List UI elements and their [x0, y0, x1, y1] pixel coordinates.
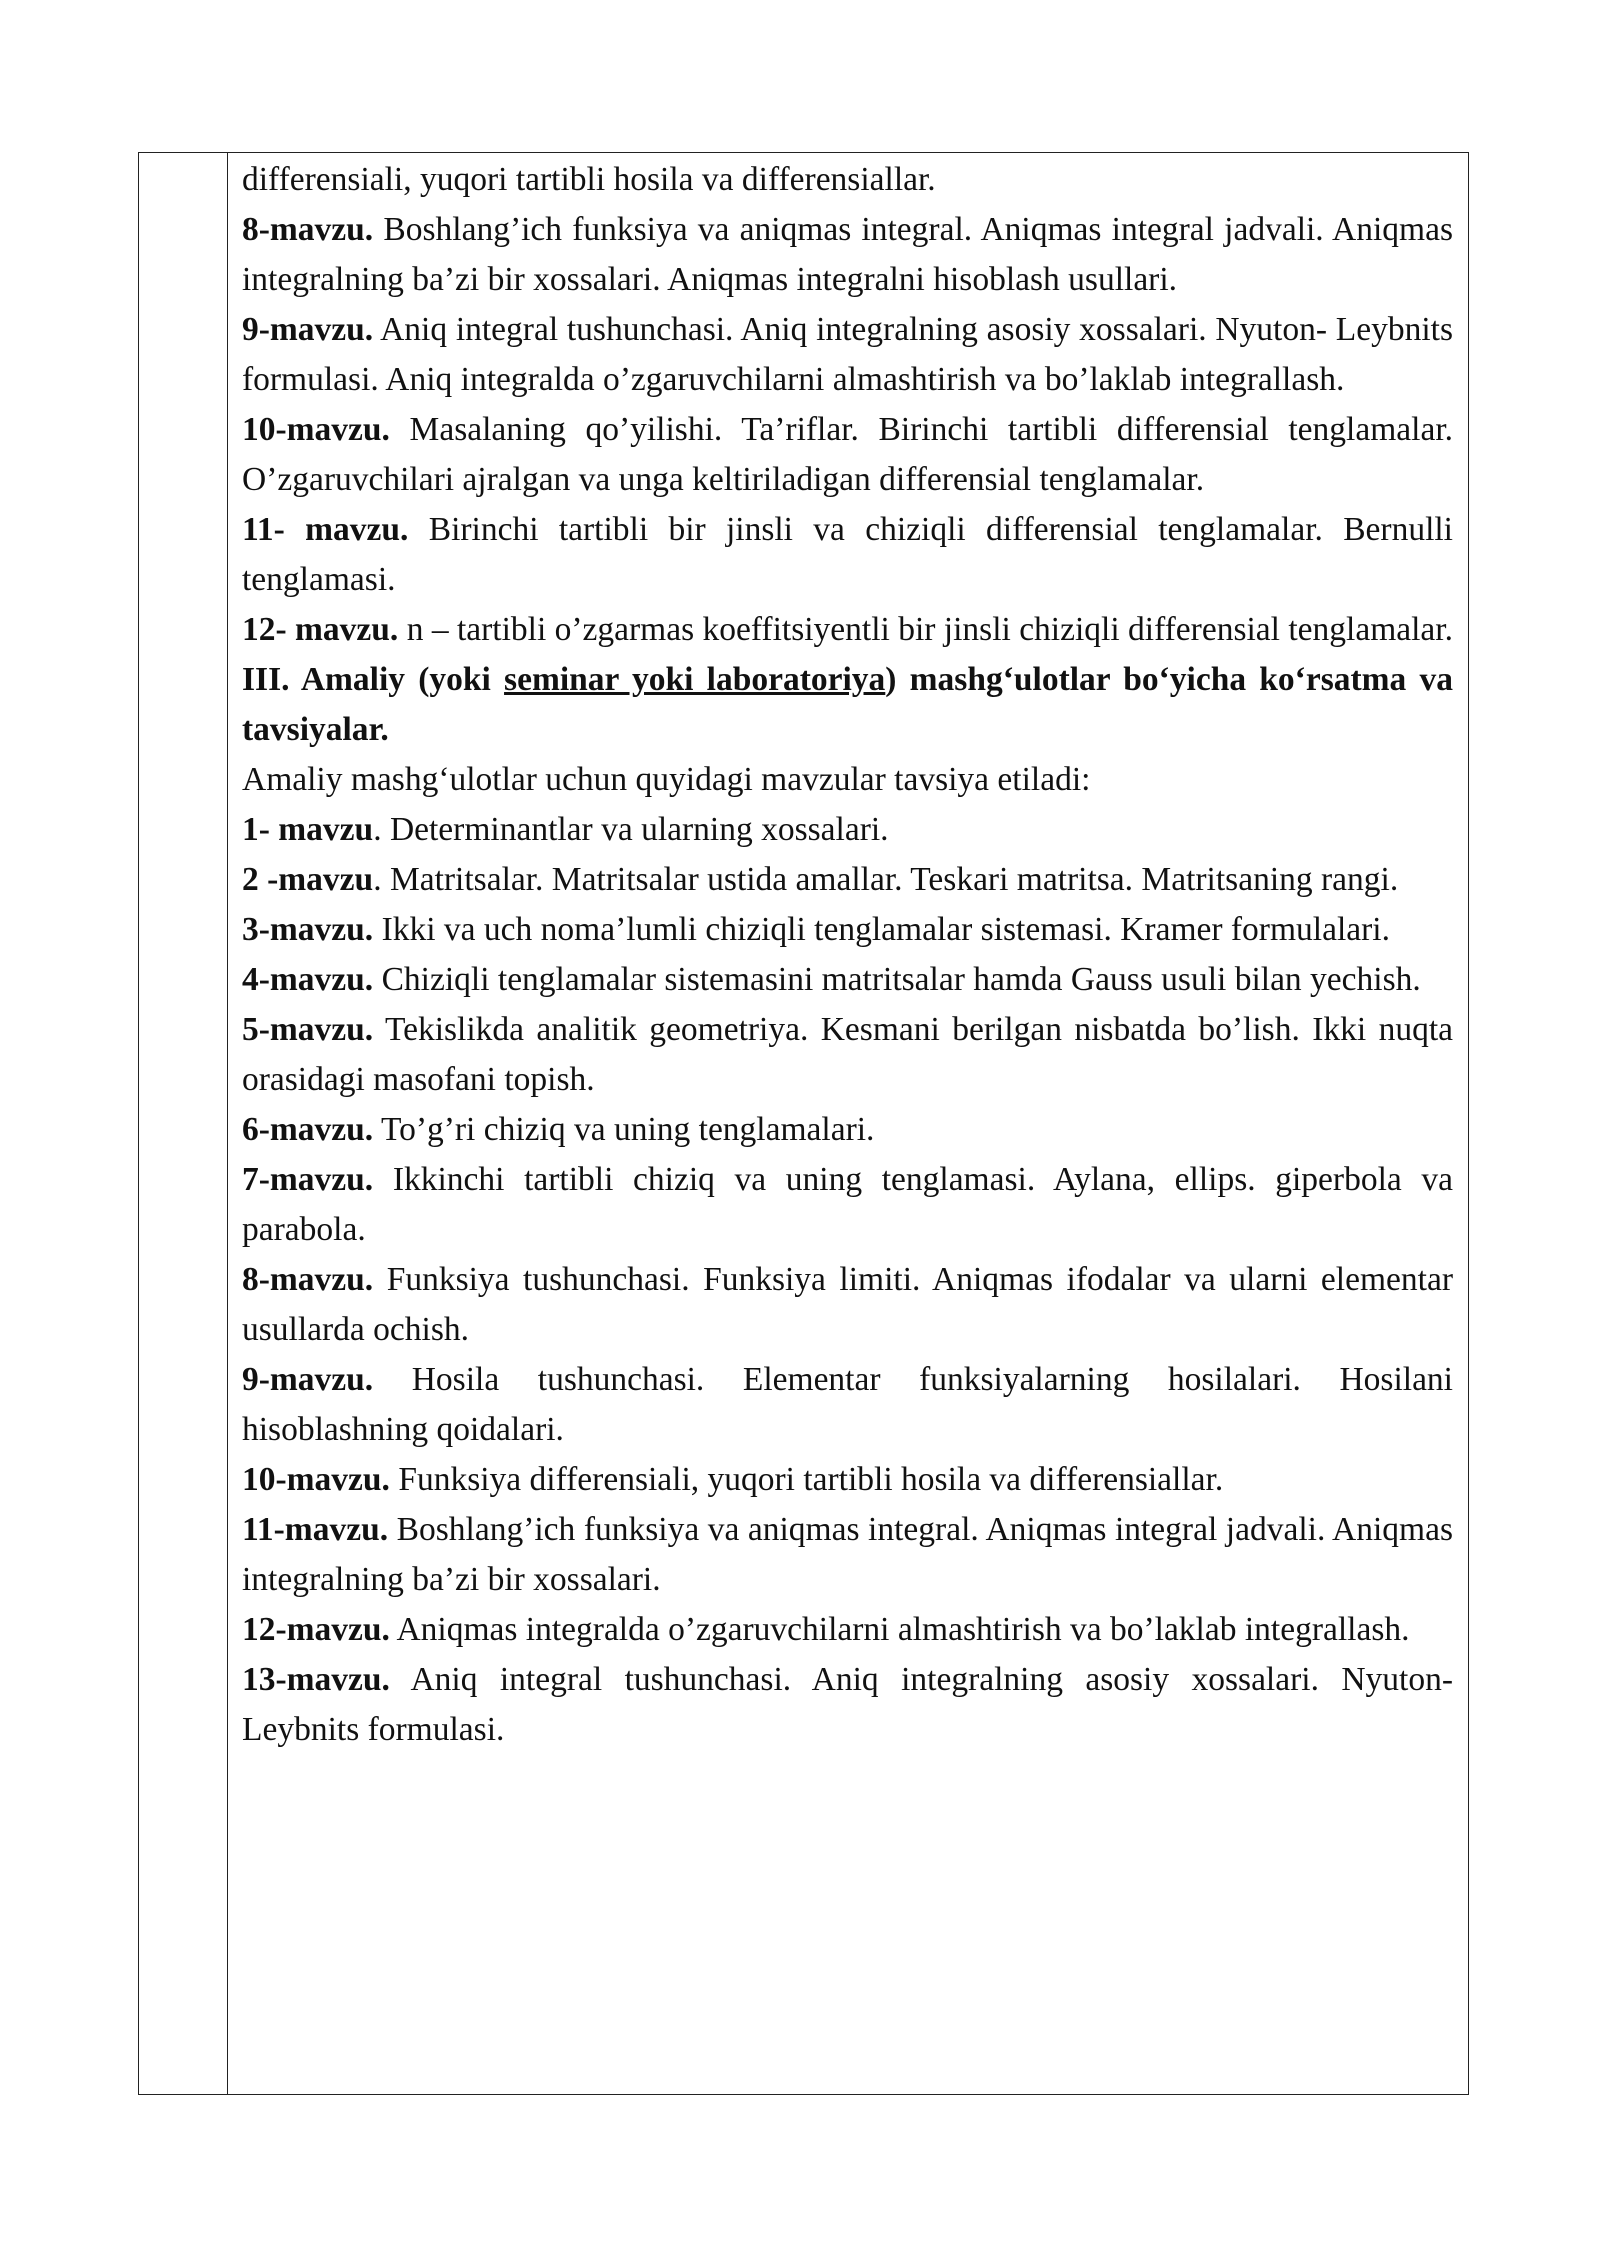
topic-label: 8-mavzu. — [242, 211, 374, 248]
practical-topic — [242, 1455, 1453, 1505]
topic-label: 11-mavzu. — [242, 1511, 389, 1548]
practical-topic — [242, 1105, 1453, 1155]
topic-label: 6-mavzu. — [242, 1111, 374, 1148]
topic-label: 11- mavzu. — [242, 511, 409, 548]
topic-label: 3-mavzu. — [242, 911, 374, 948]
topic-label: 2 -mavzu — [242, 861, 374, 898]
lecture-topic — [242, 205, 1453, 305]
table-left-column — [139, 153, 228, 2094]
section-heading — [242, 655, 1453, 755]
topic-text: Ikkinchi tartibli chiziq va uning tenglamasi. Aylana, ellips. giperbola va parabola. — [242, 1161, 1453, 1248]
topic-text: Funksiya differensiali, yuqori tartibli hosila va differensiallar. — [389, 1461, 1224, 1498]
topic-label: 12-mavzu. — [242, 1611, 390, 1648]
practical-topic — [242, 1355, 1453, 1455]
section-heading-part1: III. Amaliy (yoki — [242, 661, 505, 698]
topic-text: Boshlang’ich funksiya va aniqmas integral. Aniqmas integral jadvali. Aniqmas integralning ba’zi bir xossalari. Aniqmas integralni hisoblash usullari. — [242, 211, 1453, 298]
practical-topic — [242, 1605, 1453, 1655]
topic-text: . Matritsalar. Matritsalar ustida amallar. Teskari matritsa. Matritsaning rangi. — [373, 861, 1399, 898]
topic-label: 4-mavzu. — [242, 961, 374, 998]
continuation-text: differensiali, yuqori tartibli hosila va differensiallar. — [242, 161, 936, 198]
topic-text: Aniq integral tushunchasi. Aniq integralning asosiy xossalari. Nyuton- Leybnits formulasi. — [242, 1661, 1453, 1748]
practical-topic — [242, 1505, 1453, 1605]
topic-label: 5-mavzu. — [242, 1011, 374, 1048]
topic-text: Masalaning qo’yilishi. Ta’riflar. Birinchi tartibli differensial tenglamalar. O’zgaruvchilari ajralgan va unga keltiriladigan differensial tenglamalar. — [242, 411, 1453, 498]
topic-text: Ikki va uch noma’lumli chiziqli tenglamalar sistemasi. Kramer formulalari. — [373, 911, 1390, 948]
topic-label: 12- mavzu. — [242, 611, 399, 648]
topic-label: 9-mavzu. — [242, 311, 374, 348]
intro-text: Amaliy mashg‘ulotlar uchun quyidagi mavzular tavsiya etiladi: — [242, 761, 1091, 798]
topic-label: 10-mavzu. — [242, 1461, 390, 1498]
topic-text: n – tartibli o’zgarmas koeffitsiyentli bir jinsli chiziqli differensial tenglamalar. — [398, 611, 1453, 648]
practical-topic — [242, 1255, 1453, 1355]
table-right-column — [228, 153, 1468, 2094]
lecture-topic — [242, 405, 1453, 505]
section-heading-underlined: seminar yoki laboratoriya — [504, 661, 886, 698]
practical-topic — [242, 1155, 1453, 1255]
practical-topic — [242, 855, 1453, 905]
topic-text: Boshlang’ich funksiya va aniqmas integral. Aniqmas integral jadvali. Aniqmas integralning ba’zi bir xossalari. — [242, 1511, 1453, 1598]
practical-topic — [242, 1005, 1453, 1105]
topic-label: 10-mavzu. — [242, 411, 390, 448]
topic-text: Chiziqli tenglamalar sistemasini matritsalar hamda Gauss usuli bilan yechish. — [373, 961, 1421, 998]
topic-label: 8-mavzu. — [242, 1261, 374, 1298]
topic-label: 7-mavzu. — [242, 1161, 374, 1198]
practical-topic — [242, 1655, 1453, 1755]
topic-label: 13-mavzu. — [242, 1661, 390, 1698]
topic-text: Tekislikda analitik geometriya. Kesmani berilgan nisbatda bo’lish. Ikki nuqta orasidagi masofani topish. — [242, 1011, 1453, 1098]
topic-text: Aniq integral tushunchasi. Aniq integralning asosiy xossalari. Nyuton- Leybnits formulasi. Aniq integralda o’zgaruvchilarni almashtirish va bo’laklab integrallash. — [242, 311, 1453, 398]
section-heading-part2: ) mashg‘ulotlar bo‘yicha ko‘rsatma va tavsiyalar. — [242, 661, 1453, 748]
topic-text: Aniqmas integralda o’zgaruvchilarni almashtirish va bo’laklab integrallash. — [389, 1611, 1410, 1648]
practical-topic — [242, 805, 1453, 855]
topic-label: 1- mavzu — [242, 811, 374, 848]
topic-text: Funksiya tushunchasi. Funksiya limiti. Aniqmas ifodalar va ularni elementar usullarda ochish. — [242, 1261, 1453, 1348]
topic-text: To’g’ri chiziq va uning tenglamalari. — [373, 1111, 875, 1148]
lecture-topic — [242, 505, 1453, 605]
topic-text: Birinchi tartibli bir jinsli va chiziqli differensial tenglamalar. Bernulli tenglamasi. — [242, 511, 1453, 598]
lecture-topic — [242, 305, 1453, 405]
topic-text: Hosila tushunchasi. Elementar funksiyalarning hosilalari. Hosilani hisoblashning qoidalari. — [242, 1361, 1453, 1448]
practical-topic — [242, 955, 1453, 1005]
lecture-topic — [242, 605, 1453, 655]
topic-text: . Determinantlar va ularning xossalari. — [373, 811, 889, 848]
practical-topic — [242, 905, 1453, 955]
topic-label: 9-mavzu. — [242, 1361, 374, 1398]
content-table — [138, 152, 1469, 2095]
